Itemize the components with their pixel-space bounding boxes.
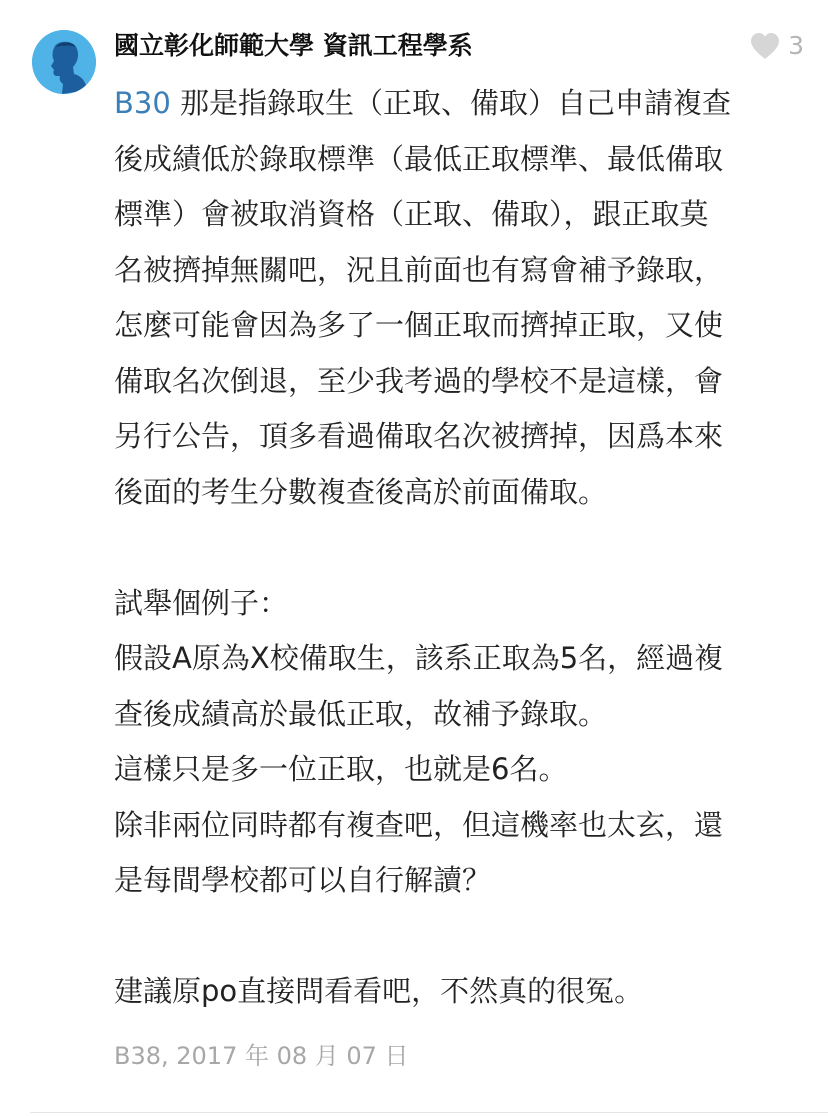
user-silhouette-icon [32, 30, 96, 94]
author-name[interactable]: 國立彰化師範大學 資訊工程學系 [114, 31, 473, 60]
body-line: 備取名次倒退，至少我考過的學校不是這樣，會 [114, 363, 724, 398]
body-line: 查後成績高於最低正取，故補予錄取。 [114, 696, 608, 731]
like-button[interactable] [750, 28, 804, 64]
body-line-text: 那是指錄取生（正取、備取）自己申請複查 [170, 86, 732, 120]
like-count: 3 [788, 31, 804, 60]
divider [30, 1112, 828, 1113]
author-avatar[interactable] [32, 30, 96, 94]
body-line: 這樣只是多一位正取，也就是6名。 [114, 752, 568, 786]
body-line: 試舉個例子： [114, 585, 289, 620]
body-line: 另行公告，頂多看過備取名次被擠掉，因爲本來 [114, 419, 724, 453]
blank-line [114, 520, 804, 576]
heart-icon [750, 32, 780, 60]
body-line [114, 76, 804, 132]
body-line: 怎麼可能會因為多了一個正取而擠掉正取，又使 [114, 308, 724, 342]
body-line: 標準）會被取消資格（正取、備取），跟正取莫 [114, 197, 709, 231]
body-line: 假設A原為X校備取生，該系正取為5名，經過複 [114, 641, 724, 675]
reply-to-floor-link[interactable]: B30 [114, 86, 171, 120]
body-line: 後成績低於錄取標準（最低正取標準、最低備取 [114, 141, 724, 176]
floor-and-date: B38, 2017 年 08 月 07 日 [114, 1042, 409, 1070]
body-line: 後面的考生分數複查後高於前面備取。 [114, 474, 608, 509]
body-line: 除非兩位同時都有複查吧，但這機率也太玄，還 [114, 807, 724, 842]
body-line: 名被擠掉無關吧，況且前面也有寫會補予錄取， [114, 252, 724, 287]
comment-body [114, 76, 804, 1020]
body-line: 是每間學校都可以自行解讀？ [114, 863, 492, 897]
body-line: 建議原po直接問看看吧，不然真的很冤。 [114, 974, 644, 1008]
blank-line [114, 909, 804, 965]
